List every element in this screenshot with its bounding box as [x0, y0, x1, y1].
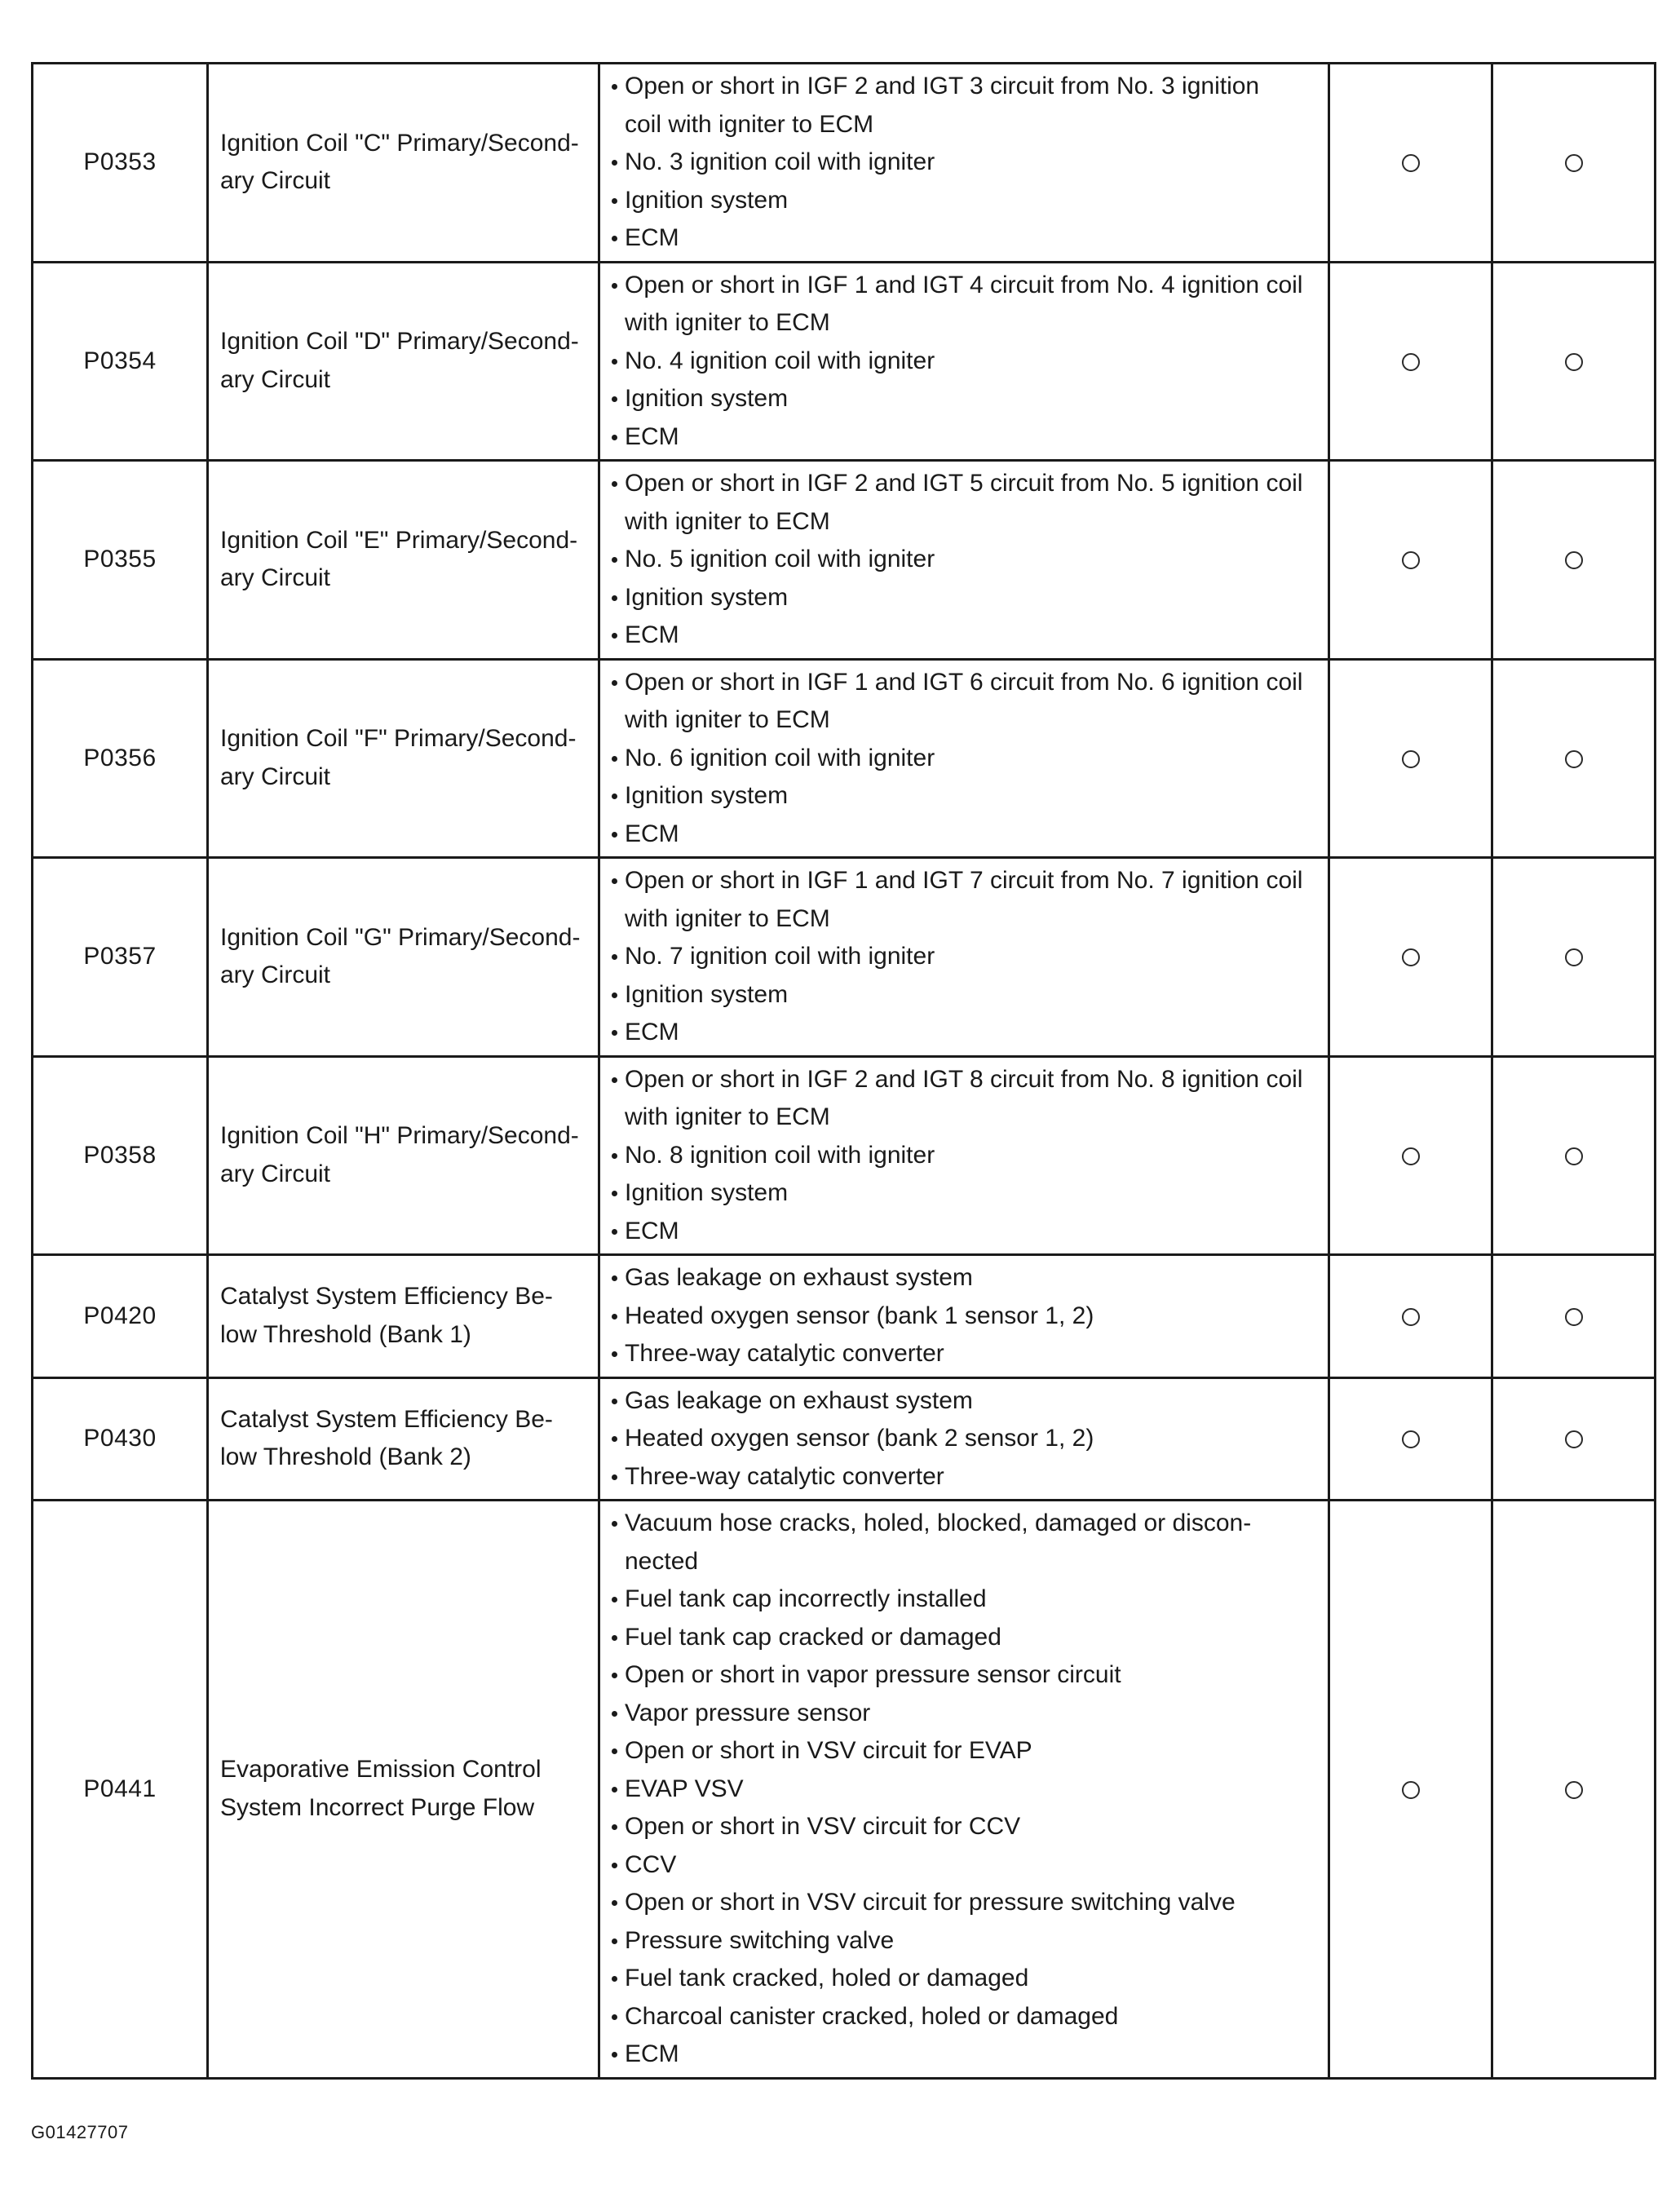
dtc-chart-page — [31, 62, 1654, 2080]
detection-item: Ignition Coil "F" Primary/Second- ary Circuit — [220, 725, 577, 790]
memory-cell — [1492, 659, 1656, 858]
trouble-area-item: Ignition system — [612, 380, 1320, 418]
detection-item: Ignition Coil "C" Primary/Second- ary Circuit — [220, 129, 579, 195]
trouble-area-cell — [599, 858, 1329, 1057]
dtc-code-cell — [33, 1377, 208, 1501]
trouble-area-item: Ignition system — [612, 1174, 1320, 1213]
trouble-area-item: Three-way catalytic converter — [612, 1458, 1320, 1496]
trouble-area-cell — [599, 262, 1329, 461]
trouble-area-item: No. 8 ignition coil with igniter — [612, 1137, 1320, 1175]
detection-item-cell — [208, 659, 599, 858]
table-row — [33, 461, 1656, 660]
trouble-area-cell — [599, 1255, 1329, 1378]
trouble-area-item: Heated oxygen sensor (bank 1 sensor 1, 2) — [612, 1297, 1320, 1336]
memory-cell — [1492, 1056, 1656, 1255]
table-row — [33, 1255, 1656, 1378]
trouble-area-cell — [599, 1056, 1329, 1255]
trouble-area-item: No. 6 ignition coil with igniter — [612, 740, 1320, 778]
mil-cell — [1329, 1056, 1492, 1255]
trouble-area-item: Open or short in IGF 2 and IGT 5 circuit from No. 5 ignition coil with igniter to ECM — [612, 465, 1320, 541]
trouble-area-item: Open or short in IGF 1 and IGT 4 circuit from No. 4 ignition coil with igniter to ECM — [612, 267, 1320, 343]
circle-mark-icon — [1565, 551, 1583, 569]
dtc-code: P0356 — [83, 744, 157, 771]
table-row — [33, 1056, 1656, 1255]
trouble-area-item: Gas leakage on exhaust system — [612, 1259, 1320, 1297]
circle-mark-icon — [1565, 353, 1583, 371]
mil-cell — [1329, 1501, 1492, 2079]
detection-item-cell — [208, 1056, 599, 1255]
dtc-table — [31, 62, 1656, 2080]
dtc-table-body — [33, 64, 1656, 2079]
trouble-area-item: Ignition system — [612, 579, 1320, 617]
trouble-area-list — [612, 465, 1320, 655]
table-row — [33, 64, 1656, 263]
memory-cell — [1492, 858, 1656, 1057]
circle-mark-icon — [1565, 1147, 1583, 1165]
mil-cell — [1329, 1377, 1492, 1501]
detection-item: Ignition Coil "G" Primary/Second- ary Circuit — [220, 923, 581, 989]
circle-mark-icon — [1402, 154, 1420, 172]
trouble-area-list — [612, 1382, 1320, 1496]
detection-item: Ignition Coil "D" Primary/Second- ary Circuit — [220, 328, 579, 393]
trouble-area-item: Open or short in vapor pressure sensor circuit — [612, 1656, 1320, 1695]
trouble-area-item: Three-way catalytic converter — [612, 1335, 1320, 1373]
detection-item: Ignition Coil "H" Primary/Second- ary Circuit — [220, 1122, 579, 1187]
dtc-code-cell — [33, 64, 208, 263]
mil-cell — [1329, 659, 1492, 858]
trouble-area-item: ECM — [612, 1014, 1320, 1052]
trouble-area-item: Charcoal canister cracked, holed or damaged — [612, 1998, 1320, 2036]
trouble-area-item: Open or short in IGF 1 and IGT 6 circuit from No. 6 ignition coil with igniter to ECM — [612, 664, 1320, 740]
detection-item-cell — [208, 858, 599, 1057]
circle-mark-icon — [1565, 948, 1583, 966]
trouble-area-item: EVAP VSV — [612, 1770, 1320, 1809]
circle-mark-icon — [1565, 1308, 1583, 1326]
trouble-area-cell — [599, 659, 1329, 858]
circle-mark-icon — [1402, 1781, 1420, 1799]
trouble-area-item: ECM — [612, 2036, 1320, 2074]
trouble-area-cell — [599, 64, 1329, 263]
mil-cell — [1329, 858, 1492, 1057]
dtc-code-cell — [33, 262, 208, 461]
detection-item: Ignition Coil "E" Primary/Second- ary Circuit — [220, 526, 578, 592]
trouble-area-item: CCV — [612, 1846, 1320, 1885]
trouble-area-item: Ignition system — [612, 976, 1320, 1015]
detection-item: Catalyst System Efficiency Be- low Threshold (Bank 2) — [220, 1405, 553, 1471]
mil-cell — [1329, 262, 1492, 461]
trouble-area-item: No. 3 ignition coil with igniter — [612, 144, 1320, 182]
trouble-area-cell — [599, 461, 1329, 660]
dtc-code-cell — [33, 659, 208, 858]
detection-item: Catalyst System Efficiency Be- low Threshold (Bank 1) — [220, 1283, 553, 1348]
trouble-area-list — [612, 862, 1320, 1052]
trouble-area-item: Ignition system — [612, 777, 1320, 816]
memory-cell — [1492, 461, 1656, 660]
dtc-code-cell — [33, 858, 208, 1057]
trouble-area-item: Gas leakage on exhaust system — [612, 1382, 1320, 1421]
circle-mark-icon — [1402, 750, 1420, 768]
circle-mark-icon — [1565, 1430, 1583, 1448]
trouble-area-item: Open or short in IGF 1 and IGT 7 circuit from No. 7 ignition coil with igniter to ECM — [612, 862, 1320, 938]
dtc-code: P0357 — [83, 943, 157, 970]
memory-cell — [1492, 1501, 1656, 2079]
dtc-code-cell — [33, 1255, 208, 1378]
dtc-code: P0441 — [83, 1775, 157, 1802]
trouble-area-list — [612, 664, 1320, 854]
memory-cell — [1492, 262, 1656, 461]
mil-cell — [1329, 64, 1492, 263]
trouble-area-cell — [599, 1501, 1329, 2079]
trouble-area-list — [612, 1505, 1320, 2074]
memory-cell — [1492, 1255, 1656, 1378]
circle-mark-icon — [1402, 1430, 1420, 1448]
table-row — [33, 1501, 1656, 2079]
dtc-code-cell — [33, 461, 208, 660]
trouble-area-item: Open or short in VSV circuit for CCV — [612, 1808, 1320, 1846]
trouble-area-item: Open or short in VSV circuit for pressure switching valve — [612, 1884, 1320, 1922]
trouble-area-cell — [599, 1377, 1329, 1501]
detection-item-cell — [208, 1255, 599, 1378]
trouble-area-item: ECM — [612, 1213, 1320, 1251]
dtc-code: P0355 — [83, 546, 157, 572]
trouble-area-item: Ignition system — [612, 182, 1320, 220]
trouble-area-list — [612, 1061, 1320, 1251]
trouble-area-item: Heated oxygen sensor (bank 2 sensor 1, 2) — [612, 1420, 1320, 1458]
table-row — [33, 262, 1656, 461]
trouble-area-item: Vapor pressure sensor — [612, 1695, 1320, 1733]
dtc-code-cell — [33, 1056, 208, 1255]
trouble-area-item: ECM — [612, 617, 1320, 655]
trouble-area-item: Fuel tank cracked, holed or damaged — [612, 1960, 1320, 1998]
trouble-area-item: Vacuum hose cracks, holed, blocked, damaged or discon- nected — [612, 1505, 1320, 1580]
detection-item-cell — [208, 461, 599, 660]
circle-mark-icon — [1565, 1781, 1583, 1799]
trouble-area-item: Open or short in VSV circuit for EVAP — [612, 1732, 1320, 1770]
dtc-code: P0420 — [83, 1302, 157, 1329]
dtc-code-cell — [33, 1501, 208, 2079]
trouble-area-item: Open or short in IGF 2 and IGT 8 circuit from No. 8 ignition coil with igniter to ECM — [612, 1061, 1320, 1137]
trouble-area-item: No. 7 ignition coil with igniter — [612, 938, 1320, 976]
trouble-area-item: No. 5 ignition coil with igniter — [612, 541, 1320, 579]
detection-item-cell — [208, 1377, 599, 1501]
trouble-area-item: ECM — [612, 418, 1320, 457]
table-row — [33, 659, 1656, 858]
trouble-area-list — [612, 267, 1320, 457]
table-row — [33, 858, 1656, 1057]
mil-cell — [1329, 461, 1492, 660]
detection-item-cell — [208, 262, 599, 461]
detection-item-cell — [208, 64, 599, 263]
mil-cell — [1329, 1255, 1492, 1378]
circle-mark-icon — [1402, 948, 1420, 966]
detection-item-cell — [208, 1501, 599, 2079]
dtc-code: P0358 — [83, 1141, 157, 1169]
dtc-code: P0354 — [83, 347, 157, 374]
trouble-area-list — [612, 1259, 1320, 1373]
memory-cell — [1492, 1377, 1656, 1501]
circle-mark-icon — [1402, 353, 1420, 371]
trouble-area-list — [612, 68, 1320, 258]
detection-item: Evaporative Emission Control System Incorrect Purge Flow — [220, 1756, 542, 1821]
circle-mark-icon — [1565, 750, 1583, 768]
circle-mark-icon — [1402, 1147, 1420, 1165]
trouble-area-item: ECM — [612, 219, 1320, 258]
figure-id: G01427707 — [31, 2122, 129, 2142]
trouble-area-item: Open or short in IGF 2 and IGT 3 circuit from No. 3 ignition coil with igniter to ECM — [612, 68, 1320, 144]
circle-mark-icon — [1402, 1308, 1420, 1326]
trouble-area-item: Fuel tank cap incorrectly installed — [612, 1580, 1320, 1619]
dtc-code: P0430 — [83, 1425, 157, 1452]
trouble-area-item: Fuel tank cap cracked or damaged — [612, 1619, 1320, 1657]
trouble-area-item: No. 4 ignition coil with igniter — [612, 343, 1320, 381]
trouble-area-item: Pressure switching valve — [612, 1922, 1320, 1961]
circle-mark-icon — [1402, 551, 1420, 569]
table-row — [33, 1377, 1656, 1501]
memory-cell — [1492, 64, 1656, 263]
trouble-area-item: ECM — [612, 816, 1320, 854]
circle-mark-icon — [1565, 154, 1583, 172]
dtc-code: P0353 — [83, 148, 157, 175]
